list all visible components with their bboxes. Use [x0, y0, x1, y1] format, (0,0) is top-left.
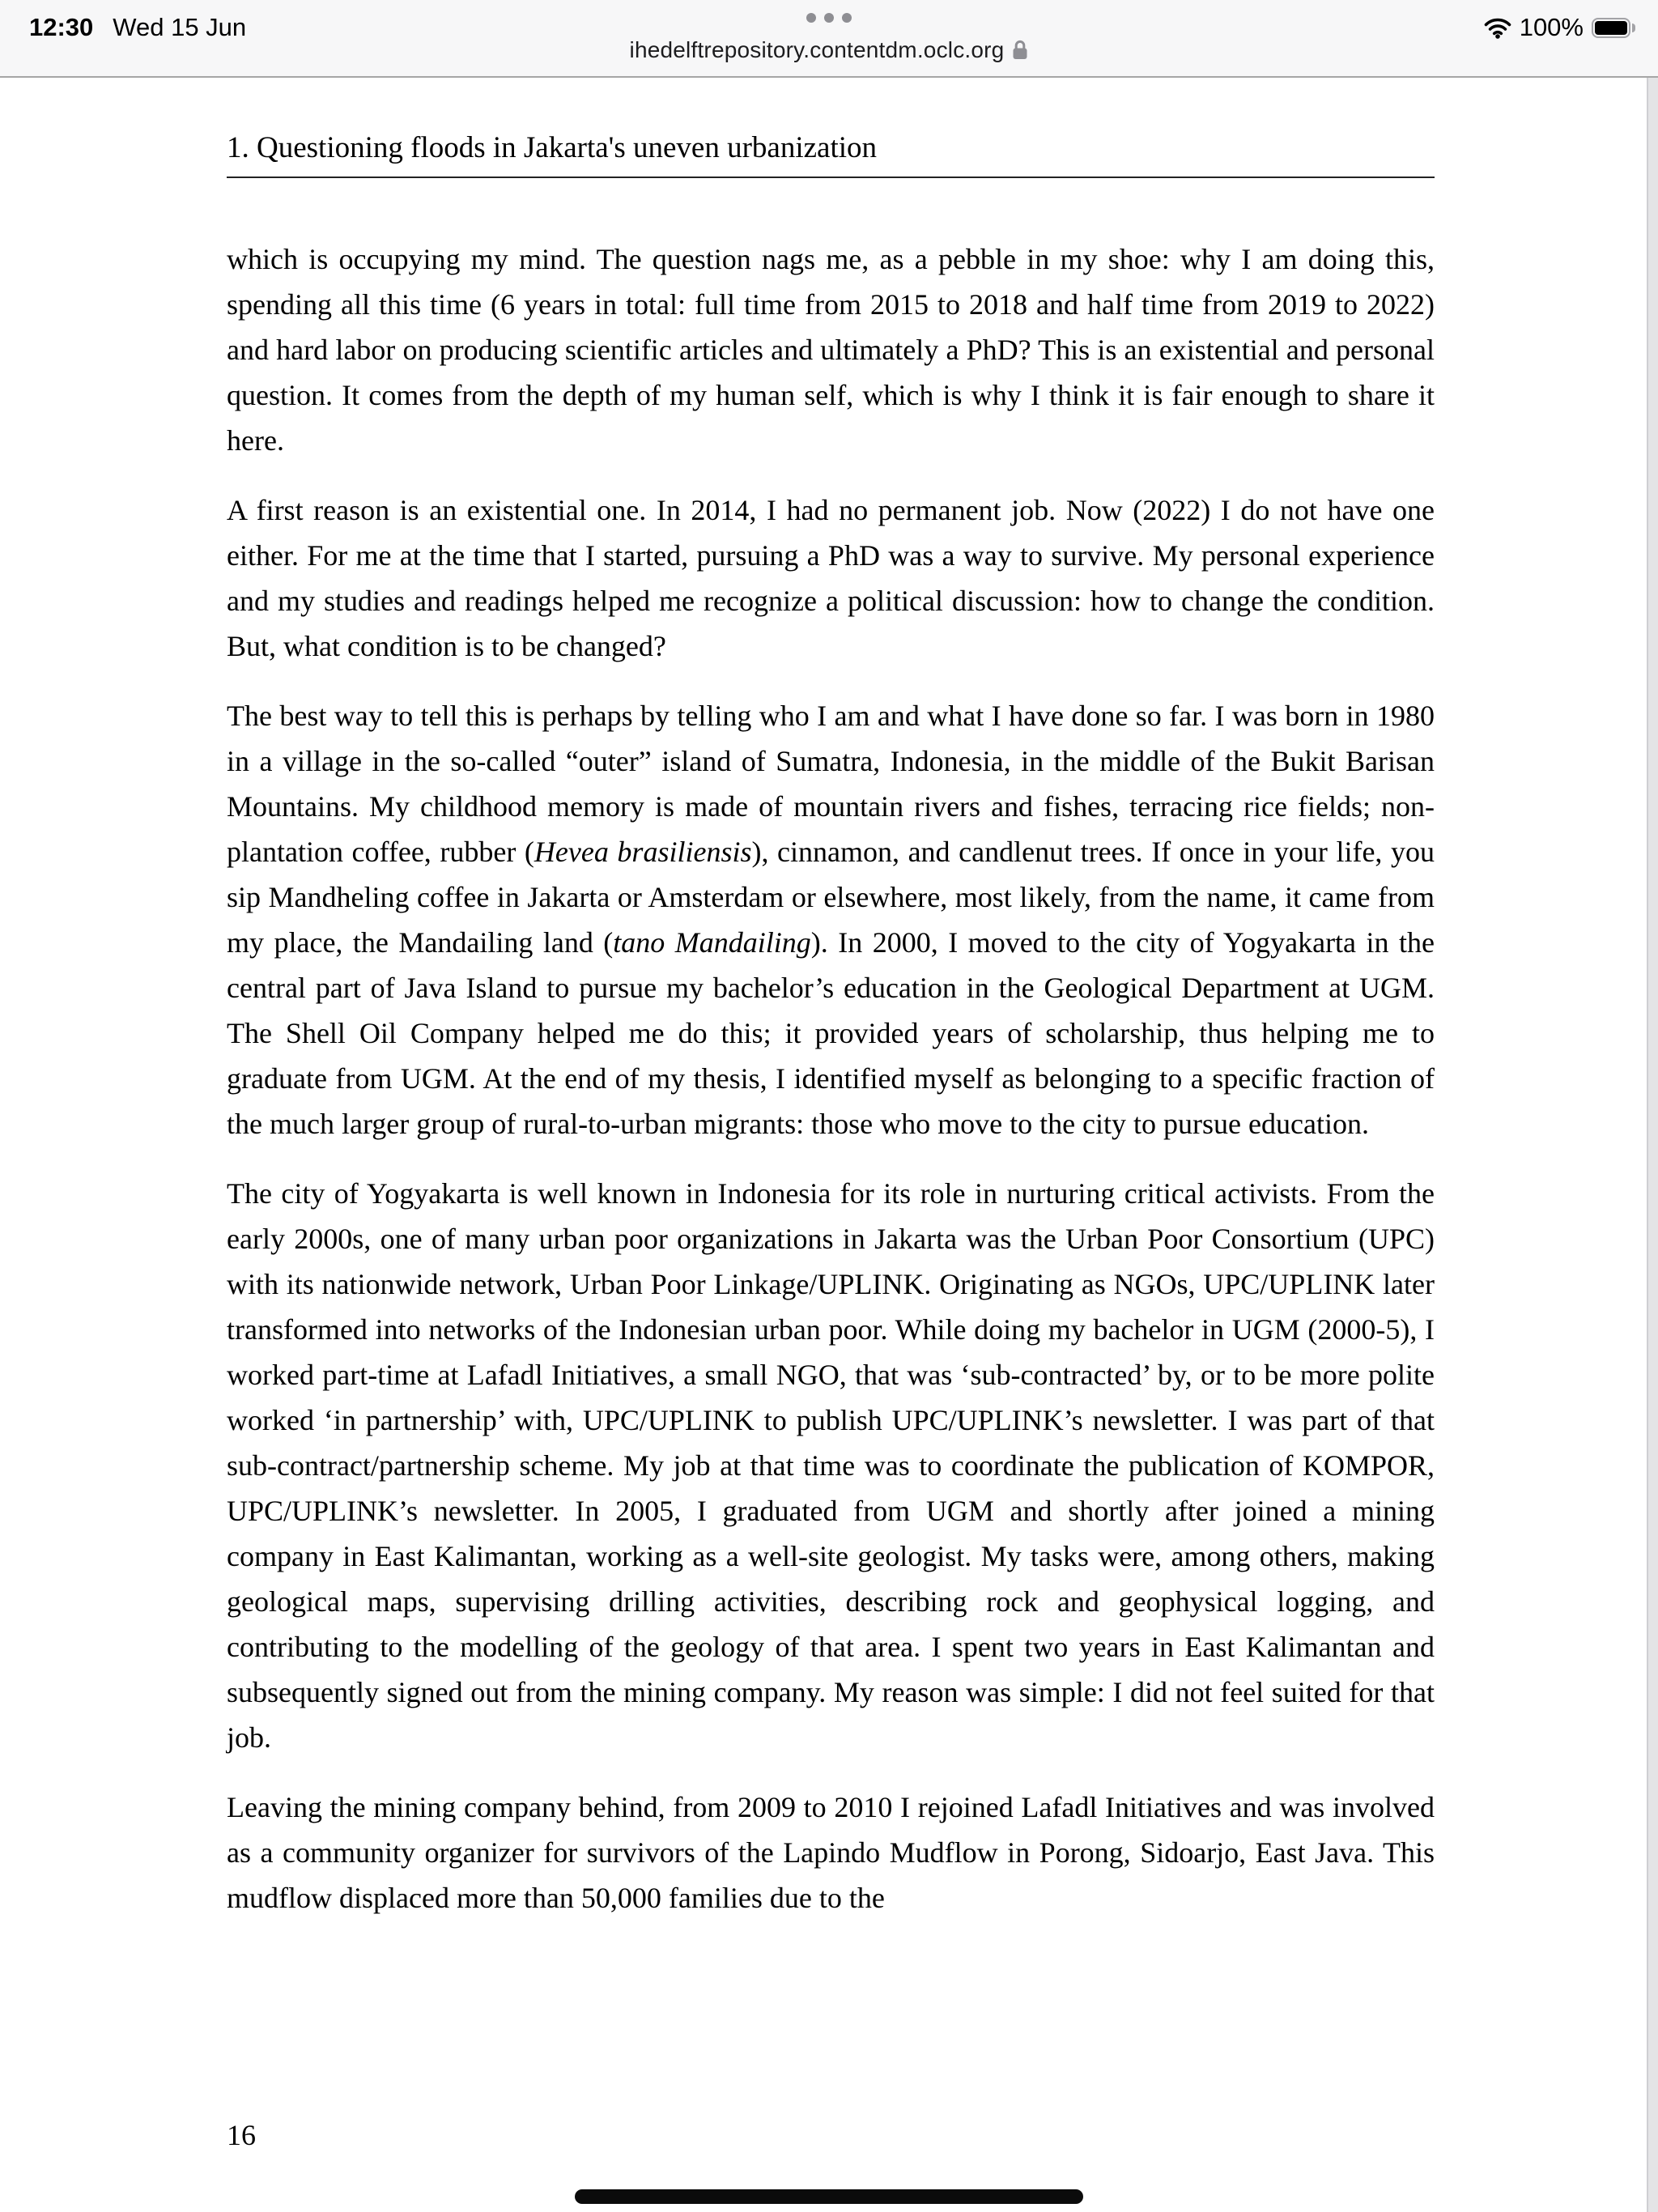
chapter-header: 1. Questioning floods in Jakarta's uneven urbanization [227, 130, 1435, 178]
url-bar[interactable] [0, 37, 1658, 66]
paragraph: which is occupying my mind. The question nags me, as a pebble in my shoe: why I am doing this, spending all this time (6 years in total: full time from 2015 to 2018 and half time from 2019 to 2022) and hard labor on producing scientific articles and ultimately a PhD? This is an existential and personal question. It comes from the depth of my human self, which is why I think it is fair enough to share it here. [227, 243, 1435, 457]
document-content [227, 130, 1435, 1945]
multitasking-menu-dots[interactable] [806, 13, 852, 23]
wifi-icon [1484, 17, 1511, 39]
status-url-bar [0, 0, 1658, 78]
battery-icon [1592, 18, 1635, 38]
home-indicator[interactable] [575, 2189, 1083, 2204]
dot-icon [824, 13, 834, 23]
paragraph: The city of Yogyakarta is well known in Indonesia for its role in nurturing critical activists. From the early 2000s, one of many urban poor organizations in Jakarta was the Urban Poor Consortium (UPC) with its nationwide network, Urban Poor Linkage/UPLINK. Originating as NGOs, UPC/UPLINK later transformed into networks of the Indonesian urban poor. While doing my bachelor in UGM (2000-5), I worked part-time at Lafadl Initiatives, a small NGO, that was ‘sub-contracted’ by, or to be more polite worked ‘in partnership’ with, UPC/UPLINK to publish UPC/UPLINK’s newsletter. I was part of that sub-contract/partnership scheme. My job at that time was to coordinate the publication of KOMPOR, UPC/UPLINK’s newsletter. In 2005, I graduated from UGM and shortly after joined a mining company in East Kalimantan, working as a well-site geologist. My tasks were, among others, making geological maps, supervising drilling activities, describing rock and geophysical logging, and contributing to the modelling of the geology of that area. I spent two years in East Kalimantan and subsequently signed out from the mining company. My reason was simple: I did not feel suited for that job. [227, 1177, 1435, 1754]
status-time: 12:30 [29, 13, 94, 41]
lock-icon [1012, 39, 1028, 66]
page-number: 16 [227, 2119, 256, 2151]
paragraph: The best way to tell this is perhaps by telling who I am and what I have done so far. I was born in 1980 in a village in the so-called “outer” island of Sumatra, Indonesia, in the middle of the Bukit Barisan Mountains. My childhood memory is made of mountain rivers and fishes, terracing rice fields; non-plantation coffee, rubber (Hevea brasiliensis), cinnamon, and candlenut trees. If once in your life, you sip Mandheling coffee in Jakarta or Amsterdam or elsewhere, most likely, from the name, it came from my place, the Mandailing land (tano Mandailing). In 2000, I moved to the city of Yogyakarta in the central part of Java Island to pursue my bachelor’s education in the Geological Department at UGM. The Shell Oil Company helped me do this; it provided years of scholarship, thus helping me to graduate from UGM. At the end of my thesis, I identified myself as belonging to a specific fraction of the much larger group of rural-to-urban migrants: those who move to the city to pursue education. [227, 700, 1435, 1140]
pdf-page [0, 78, 1647, 2212]
scrollbar-track [1647, 78, 1658, 2212]
dot-icon [806, 13, 816, 23]
url-text[interactable]: ihedelftrepository.contentdm.oclc.org [629, 37, 1005, 62]
dot-icon [842, 13, 852, 23]
document-body [227, 236, 1435, 1921]
paragraph: A first reason is an existential one. In 2014, I had no permanent job. Now (2022) I do not have one either. For me at the time that I started, pursuing a PhD was a way to survive. My personal experience and my studies and readings helped me recognize a political discussion: how to change the condition. But, what condition is to be changed? [227, 494, 1435, 662]
status-date: Wed 15 Jun [113, 13, 247, 41]
paragraph: Leaving the mining company behind, from 2009 to 2010 I rejoined Lafadl Initiatives and was involved as a community organizer for survivors of the Lapindo Mudflow in Porong, Sidoarjo, East Java. This mudflow displaced more than 50,000 families due to the [227, 1791, 1435, 1914]
battery-percent: 100% [1519, 13, 1584, 41]
